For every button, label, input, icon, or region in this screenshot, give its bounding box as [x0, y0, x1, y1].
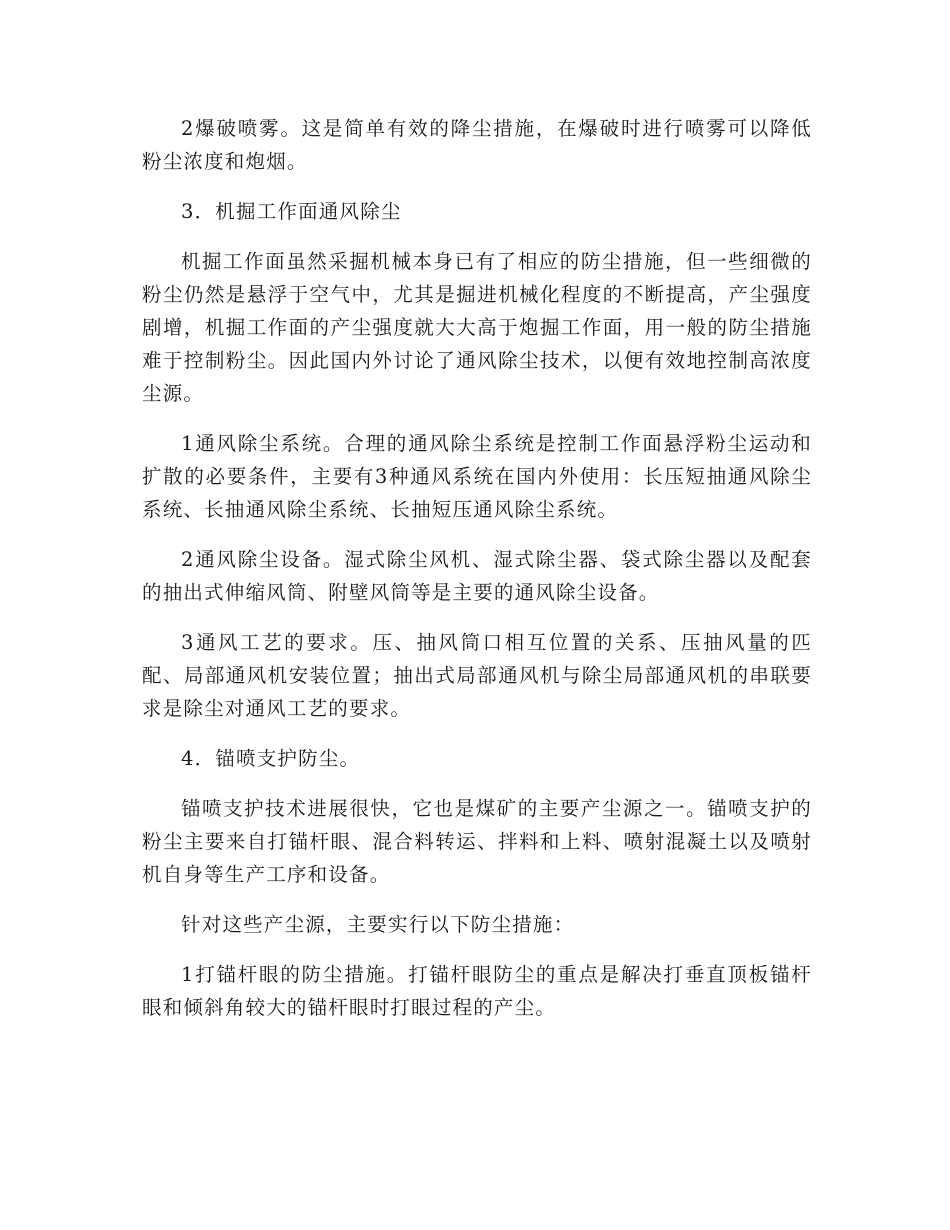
paragraph-ventilation-system: 1通风除尘系统。合理的通风除尘系统是控制工作面悬浮粉尘运动和扩散的必要条件，主要有3种通风系统在国内外使用：长压短抽通风除尘系统、长抽通风除尘系统、长抽短压通风除尘系统。	[142, 432, 812, 521]
paragraph-bolt-spray: 锚喷支护技术进展很快，它也是煤矿的主要产尘源之一。锚喷支护的粉尘主要来自打锚杆眼、混合料转运、拌料和上料、喷射混凝土以及喷射机自身等生产工序和设备。	[142, 797, 812, 886]
paragraph-measures-intro: 针对这些产尘源，主要实行以下防尘措施：	[181, 913, 575, 936]
paragraph-ventilation-process: 3通风工艺的要求。压、抽风筒口相互位置的关系、压抽风量的匹配、局部通风机安装位置；抽出式局部通风机与除尘局部通风机的串联要求是除尘对通风工艺的要求。	[142, 631, 812, 720]
paragraph-bolt-hole: 1打锚杆眼的防尘措施。打锚杆眼防尘的重点是解决打垂直顶板锚杆眼和倾斜角较大的锚杆眼时打眼过程的产尘。	[142, 963, 812, 1019]
document-page	[142, 112, 812, 1041]
paragraph-machine-face: 机掘工作面虽然采掘机械本身已有了相应的防尘措施，但一些细微的粉尘仍然是悬浮于空气中，尤其是掘进机械化程度的不断提高，产尘强度剧增，机掘工作面的产尘强度就大大高于炮掘工作面，用一般的防尘措施难于控制粉尘。因此国内外讨论了通风除尘技术，以便有效地控制高浓度尘源。	[142, 250, 812, 405]
section-heading-3: 3．机掘工作面通风除尘	[181, 200, 402, 223]
paragraph-ventilation-equipment: 2通风除尘设备。湿式除尘风机、湿式除尘器、袋式除尘器以及配套的抽出式伸缩风筒、附壁风筒等是主要的通风除尘设备。	[142, 548, 812, 604]
section-heading-4: 4．锚喷支护防尘。	[181, 747, 361, 770]
paragraph-blast-spray: 2爆破喷雾。这是简单有效的降尘措施，在爆破时进行喷雾可以降低粉尘浓度和炮烟。	[142, 117, 812, 173]
